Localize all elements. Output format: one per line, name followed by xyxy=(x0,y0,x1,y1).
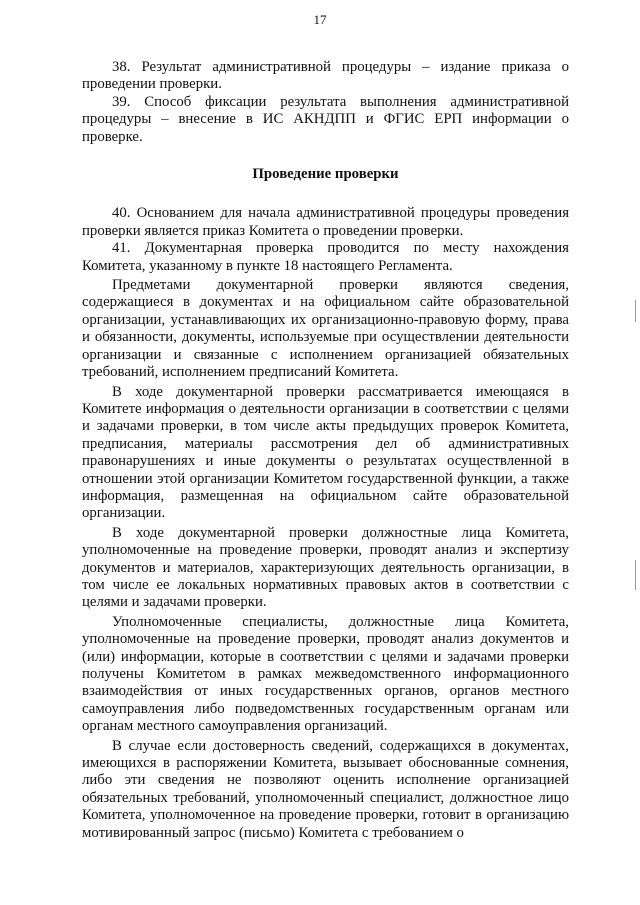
paragraph-analysis: В ходе документарной проверки должностные лица Комитета, уполномоченные на проведение проверки, проводят анализ и экспертизу документов и материалов, характеризующих деятельность организации, в том числе ее локальных нормативных правовых актов в соответствии с целями и задачами проверки. xyxy=(82,524,569,611)
document-body xyxy=(82,59,569,842)
paragraph-39: 39. Способ фиксации результата выполнения административной процедуры – внесение в ИС АКНДПП и ФГИС ЕРП информации о проверке. xyxy=(82,93,569,145)
paragraph-41: 41. Документарная проверка проводится по месту нахождения Комитета, указанному в пункте 18 настоящего Регламента. xyxy=(82,240,569,274)
paragraph-subject: Предметами документарной проверки являются сведения, содержащиеся в документах и на официальном сайте образовательной организации, устанавливающих их организационно-правовую форму, права и обязанности, документы, используемые при осуществлении деятельности организации и связанные с исполнением организацией обязательных требований, исполнением предписаний Комитета. xyxy=(82,277,569,381)
paragraph-request: В случае если достоверность сведений, содержащихся в документах, имеющихся в распоряжении Комитета, вызывает обоснованные сомнения, либо эти сведения не позволяют оценить исполнение организацией обязательных требований, уполномоченный специалист, должностное лицо Комитета, уполномоченное на проведение проверки, готовит в организацию мотивированный запрос (письмо) Комитета с требованием о xyxy=(82,737,569,841)
section-heading: Проведение проверки xyxy=(252,166,399,183)
paragraph-38: 38. Результат административной процедуры – издание приказа о проведении проверки. xyxy=(82,59,569,93)
paragraph-40: 40. Основанием для начала административной процедуры проведения проверки является приказ Комитета о проведении проверки. xyxy=(82,205,569,239)
paragraph-review-info: В ходе документарной проверки рассматривается имеющаяся в Комитете информация о деятельности организации в соответствии с целями и задачами проверки, в том числе акты предыдущих проверок Комитета, предписания, материалы рассмотрения дел об административных правонарушениях и иные документы о результатах осуществленной в отношении этой организации Комитетом государственной функции, а также информация, размещенная на официальном сайте образовательной организации. xyxy=(82,383,569,522)
paragraph-specialists: Уполномоченные специалисты, должностные лица Комитета, уполномоченные на проведение проверки, проводят анализ документов и (или) информации, которые в соответствии с целями и задачами проверки получены Комитетом в рамках межведомственного информационного взаимодействия от иных государственных органов, органов местного самоуправления либо подведомственных государственным органам или органам местного самоуправления организаций. xyxy=(82,613,569,735)
page-number: 17 xyxy=(313,12,327,27)
scan-edge-mark xyxy=(635,560,636,590)
scan-edge-mark xyxy=(635,300,636,322)
